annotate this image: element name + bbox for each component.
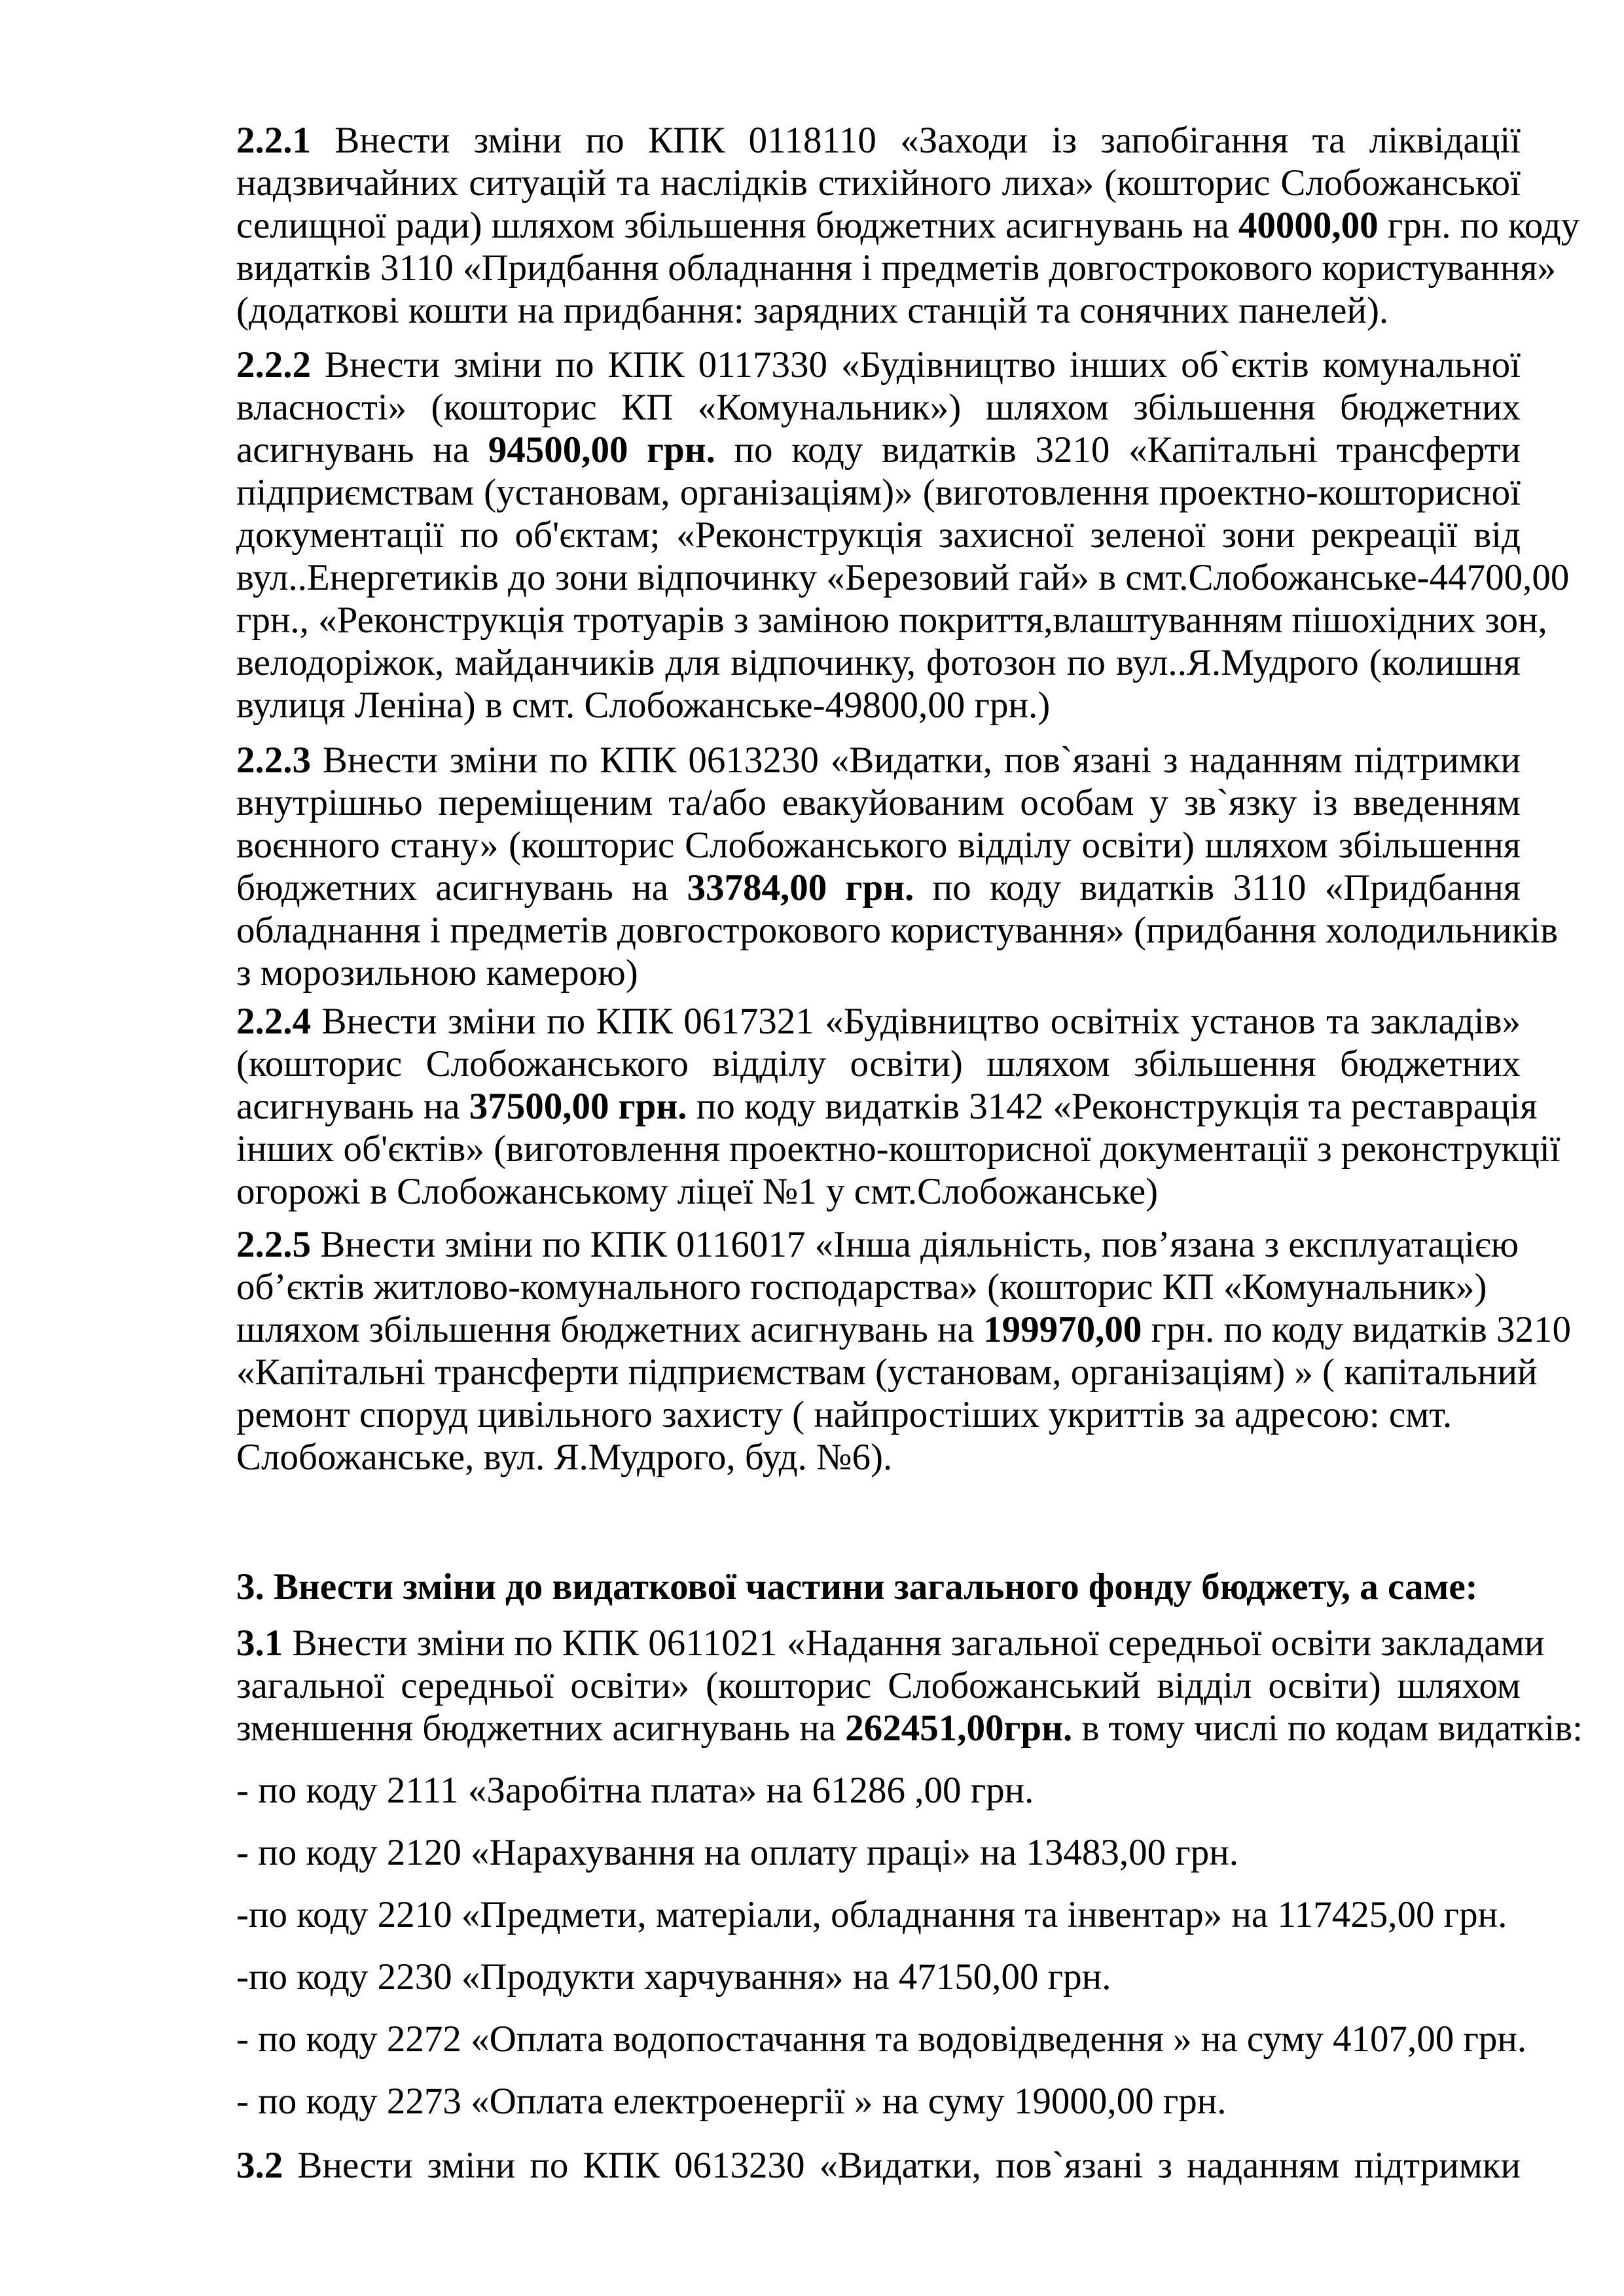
text-line [236,909,1558,952]
text-line [236,471,1521,514]
text-span: по коду видатків 3142 «Реконструкція та реставрація [687,1086,1538,1127]
bold-text: 2.2.4 [236,1001,311,1042]
text-span: Внести зміни по КПК 0116017 «Інша діяльність, пов’язана з експлуатацією [311,1224,1519,1265]
text-span: ремонт споруд цивільного захисту ( найпростіших укриттів за адресою: смт. [236,1394,1453,1435]
text-span: (кошторис Слобожанського відділу освіти) шляхом збільшення бюджетних [236,1043,1521,1085]
text-line [236,641,1521,684]
bold-text: 3.1 [236,1623,283,1664]
text-span: -по коду 2230 «Продукти харчування» на 47150,00 грн. [236,1956,1111,1998]
bold-text: 33784,00 грн. [687,867,914,908]
text-span: надзвичайних ситуацій та наслідків стихійного лиха» (кошторис Слобожанської [236,162,1521,204]
text-line [236,1308,1572,1351]
text-line [236,556,1570,599]
text-span: Внести зміни по КПК 0611021 «Надання загальної середньої освіти закладами [283,1623,1545,1664]
text-span: внутрішньо переміщеним та/або евакуйованим особам у зв`язку із введенням [236,782,1521,823]
text-span: документації по об'єктам; «Реконструкція захисної зеленої зони рекреації від [236,514,1521,556]
list-item [236,1769,1521,1831]
list-item [236,1893,1521,1956]
text-span: видатків 3110 «Придбання обладнання і предметів довгострокового користування» [236,247,1557,289]
text-span: по коду видатків 3210 «Капітальні трансферти [715,429,1521,471]
text-span: «Капітальні трансферти підприємствам (установам, організаціям) » ( капітальний [236,1352,1538,1393]
text-span: з морозильною камерою) [236,952,638,994]
text-span: загальної середньої освіти» (кошторис Слобожанський відділ освіти) шляхом [236,1665,1521,1706]
text-line [236,1664,1521,1707]
paragraph-2-2-4 [236,1000,1561,1213]
text-span: вулиця Леніна) в смт. Слобожанське-49800,00 грн.) [236,685,1051,726]
text-line [236,204,1580,247]
text-span: об’єктів житлово-комунального господарства» (кошторис КП «Комунальник») [236,1266,1487,1308]
text-span: -по коду 2210 «Предмети, матеріали, обладнання та інвентар» на 117425,00 грн. [236,1894,1507,1935]
text-span: селищної ради) шляхом збільшення бюджетних асигнувань на [236,205,1238,246]
text-span: - по коду 2273 «Оплата електроенергії » на суму 19000,00 грн. [236,2081,1227,2122]
text-span: велодоріжок, майданчиків для відпочинку, фотозон по вул..Я.Мудрого (колишня [236,642,1521,683]
text-span: Внести зміни по КПК 0613230 «Видатки, пов`язані з наданням підтримки [311,740,1521,781]
paragraph-2-2-5 [236,1223,1572,1479]
section-3-heading [236,1566,1521,1608]
text-span: зменшення бюджетних асигнувань на [236,1708,846,1749]
text-line [236,684,1521,726]
text-span: грн., «Реконструкція тротуарів з заміною покриття,влаштуванням пішохідних зон, [236,600,1547,641]
text-line [236,1566,1521,1608]
paragraph-3-1 [236,1622,1583,1749]
bold-text: 3. Внести зміни до видаткової частини загального фонду бюджету, а саме: [236,1566,1478,1607]
text-line [236,1085,1538,1128]
text-span: Внести зміни по КПК 0117330 «Будівництво інших об`єктів комунальної [311,344,1521,386]
text-line [236,599,1547,641]
text-line [236,1000,1521,1043]
text-span: Слобожанське, вул. Я.Мудрого, буд. №6). [236,1437,893,1478]
paragraph-3-2 [236,2144,1521,2187]
text-line [236,952,1521,994]
text-span: шляхом збільшення бюджетних асигнувань на [236,1309,984,1350]
text-line [236,1351,1538,1393]
text-line [236,1622,1545,1664]
text-span: воєнного стану» (кошторис Слобожанського відділу освіти) шляхом збільшення [236,825,1521,866]
text-span: обладнання і предметів довгострокового користування» (придбання холодильників [236,910,1558,951]
text-line [236,1436,1521,1479]
text-line [236,1223,1521,1266]
bold-text: 40000,00 [1238,205,1379,246]
text-line [236,1128,1561,1170]
text-span: грн. по коду [1378,205,1580,246]
text-line [236,162,1521,204]
bold-text: 2.2.3 [236,740,311,781]
text-line [236,867,1521,909]
bold-text: 2.2.1 [236,120,311,161]
text-line [236,2144,1521,2187]
bold-text: 37500,00 грн. [469,1086,687,1127]
list-item [236,1956,1521,2018]
text-line [236,1266,1521,1308]
list-item [236,1831,1521,1893]
text-span: підприємствам (установам, організаціям)» (виготовлення проектно-кошторисної [236,472,1521,513]
bold-text: 94500,00 грн. [488,429,715,471]
paragraph-2-2-1 [236,119,1580,332]
text-span: Внести зміни по КПК 0617321 «Будівництво освітніх установ та закладів» [311,1001,1521,1042]
text-span: в тому числі по кодам видатків: [1072,1708,1583,1749]
text-line [236,344,1521,386]
text-line [236,824,1521,867]
text-line [236,514,1521,556]
text-span: власності» (кошторис КП «Комунальник») шляхом збільшення бюджетних [236,387,1521,428]
text-line [236,289,1521,332]
text-line [236,1043,1521,1085]
text-line [236,386,1521,429]
text-span: (додаткові кошти на придбання: зарядних станцій та сонячних панелей). [236,290,1389,331]
bold-text: 262451,00грн. [845,1708,1073,1749]
paragraph-2-2-3 [236,739,1558,994]
text-span: - по коду 2120 «Нарахування на оплату праці» на 13483,00 грн. [236,1832,1238,1873]
text-line [236,429,1521,471]
list-item [236,2018,1527,2080]
text-span: бюджетних асигнувань на [236,867,687,908]
paragraph-2-2-2 [236,344,1570,726]
text-line [236,1393,1521,1436]
bold-text: 199970,00 [983,1309,1142,1350]
text-line [236,739,1521,781]
text-span: Внести зміни по КПК 0613230 «Видатки, пов`язані з наданням підтримки [283,2145,1521,2186]
text-span: вул..Енергетиків до зони відпочинку «Березовий гай» в смт.Слобожанське-44700,00 [236,557,1570,598]
text-line [236,1170,1521,1213]
text-span: інших об'єктів» (виготовлення проектно-кошторисної документації з реконструкції [236,1128,1561,1170]
bold-text: 2.2.2 [236,344,311,386]
bold-text: 3.2 [236,2145,283,2186]
bold-text: 2.2.5 [236,1224,311,1265]
text-span: Внести зміни по КПК 0118110 «Заходи із запобігання та ліквідації [311,120,1521,161]
text-span: - по коду 2111 «Заробітна плата» на 61286 ,00 грн. [236,1770,1034,1811]
text-span: - по коду 2272 «Оплата водопостачання та водовідведення » на суму 4107,00 грн. [236,2018,1527,2060]
text-span: асигнувань на [236,1086,469,1127]
text-span: огорожі в Слобожанському ліцеї №1 у смт.Слобожанське) [236,1171,1159,1212]
text-span: асигнувань на [236,429,488,471]
expense-code-list [236,1769,1527,2142]
text-line [236,1707,1583,1749]
list-item [236,2080,1521,2142]
text-line [236,781,1521,824]
text-span: по коду видатків 3110 «Придбання [914,867,1521,908]
text-line [236,119,1521,162]
text-line [236,247,1557,289]
text-span: грн. по коду видатків 3210 [1142,1309,1572,1350]
